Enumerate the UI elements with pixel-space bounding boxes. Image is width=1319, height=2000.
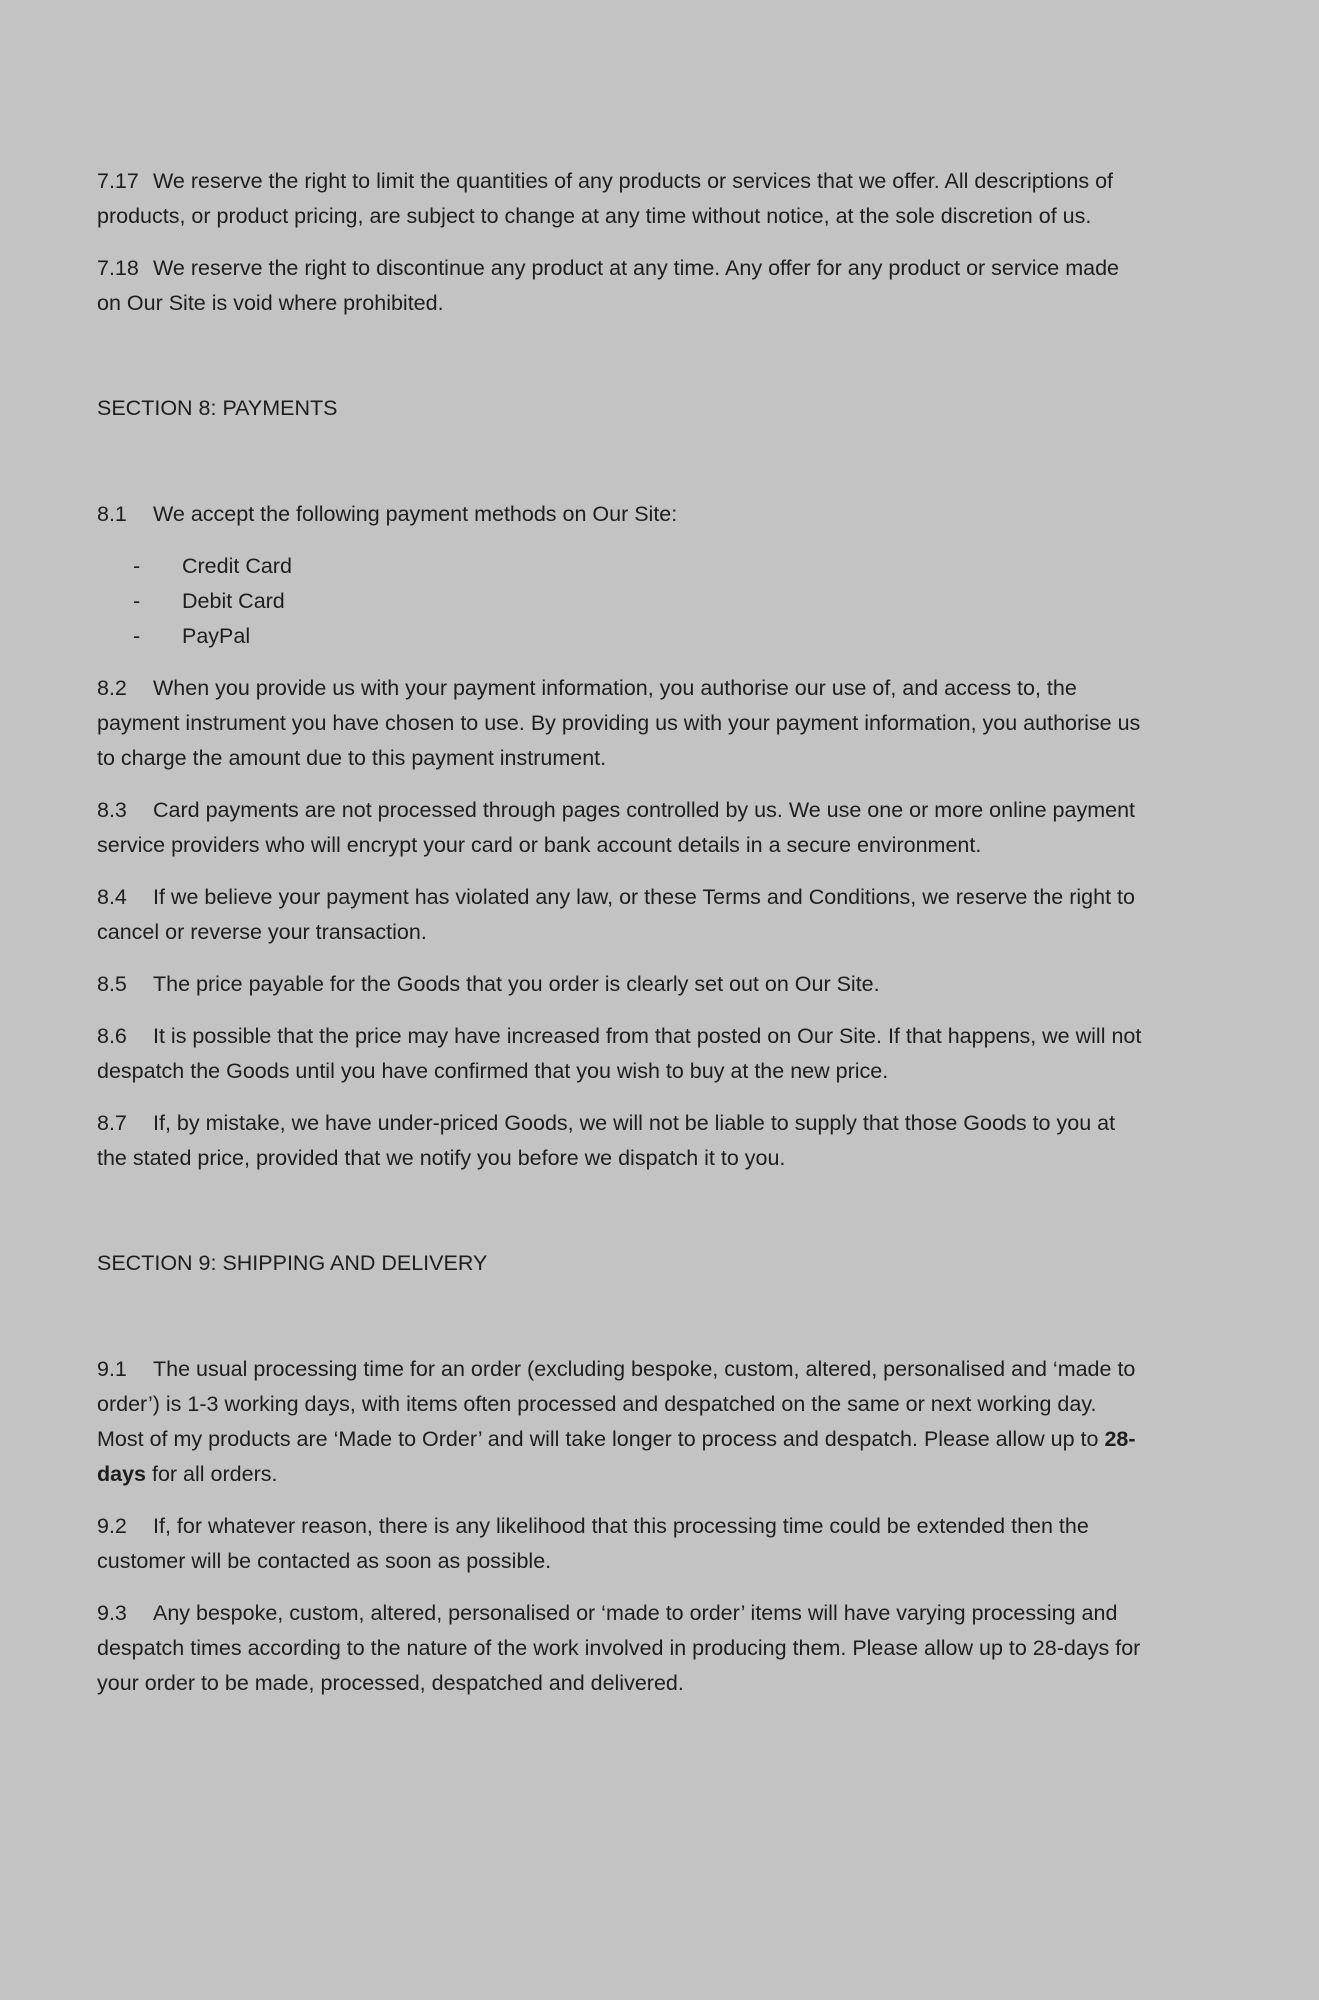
- payment-method-label: PayPal: [182, 624, 251, 648]
- clause-8-6: [97, 1019, 1145, 1089]
- clause-text: Any bespoke, custom, altered, personalised or ‘made to order’ items will have varying processing and despatch times according to the nature of the work involved in producing them. Please allow up to 28-days for your order to be made, processed, despatched and delivered.: [97, 1601, 1141, 1695]
- clause-text: If, by mistake, we have under-priced Goods, we will not be liable to supply that those Goods to you at the stated price, provided that we notify you before we dispatch it to you.: [97, 1111, 1116, 1170]
- clause-text: If, for whatever reason, there is any likelihood that this processing time could be extended then the customer will be contacted as soon as possible.: [97, 1514, 1089, 1573]
- clause-8-3: [97, 793, 1145, 863]
- clause-number: 8.4: [97, 885, 127, 909]
- clause-number: 8.3: [97, 798, 127, 822]
- payment-method-item: [133, 584, 1145, 619]
- clause-text-bold: 28-days: [97, 1427, 1136, 1486]
- clause-number: 9.1: [97, 1357, 127, 1381]
- clause-8-1: [97, 497, 1145, 532]
- clause-text: When you provide us with your payment information, you authorise our use of, and access to, the payment instrument you have chosen to use. By providing us with your payment information, you authorise us to charge the amount due to this payment instrument.: [97, 676, 1141, 770]
- clause-7-17: [97, 164, 1145, 234]
- list-dash-marker: -: [133, 589, 141, 613]
- clause-9-3: [97, 1596, 1145, 1701]
- payment-method-item: [133, 619, 1145, 654]
- clause-9-1: [97, 1352, 1145, 1492]
- clause-text-post: for all orders.: [146, 1462, 278, 1486]
- payment-methods-list: [97, 549, 1145, 654]
- clause-text: We reserve the right to discontinue any product at any time. Any offer for any product or service made on Our Site is void where prohibited.: [97, 256, 1120, 315]
- clause-text: If we believe your payment has violated any law, or these Terms and Conditions, we reserve the right to cancel or reverse your transaction.: [97, 885, 1135, 944]
- clause-8-5: [97, 967, 1145, 1002]
- clause-text: We reserve the right to limit the quantities of any products or services that we offer. All descriptions of products, or product pricing, are subject to change at any time without notice, at the sole discretion of us.: [97, 169, 1114, 228]
- payment-method-label: Debit Card: [182, 589, 285, 613]
- clause-number: 8.1: [97, 502, 127, 526]
- clause-number: 9.3: [97, 1601, 127, 1625]
- clause-text: Card payments are not processed through pages controlled by us. We use one or more online payment service providers who will encrypt your card or bank account details in a secure environment.: [97, 798, 1135, 857]
- clause-8-4: [97, 880, 1145, 950]
- clause-number: 7.17: [97, 169, 139, 193]
- clause-text-pre: The usual processing time for an order (excluding bespoke, custom, altered, personalised and ‘made to order’) is 1-3 working days, with items often processed and despatched on the same or next working day. Most of my products are ‘Made to Order’ and will take longer to process and despatch. Please allow up to: [97, 1357, 1136, 1451]
- clause-9-2: [97, 1509, 1145, 1579]
- clause-7-18: [97, 251, 1145, 321]
- section-9-heading: SECTION 9: SHIPPING AND DELIVERY: [97, 1251, 488, 1275]
- clause-number: 8.6: [97, 1024, 127, 1048]
- clause-8-2: [97, 671, 1145, 776]
- clause-number: 7.18: [97, 256, 139, 280]
- clause-text: It is possible that the price may have increased from that posted on Our Site. If that happens, we will not despatch the Goods until you have confirmed that you wish to buy at the new price.: [97, 1024, 1142, 1083]
- list-dash-marker: -: [133, 554, 141, 578]
- clause-text: We accept the following payment methods on Our Site:: [153, 502, 678, 526]
- clause-number: 8.5: [97, 972, 127, 996]
- clause-number: 8.2: [97, 676, 127, 700]
- clause-text: The price payable for the Goods that you order is clearly set out on Our Site.: [153, 972, 880, 996]
- list-dash-marker: -: [133, 624, 141, 648]
- payment-method-item: [133, 549, 1145, 584]
- clause-number: 8.7: [97, 1111, 127, 1135]
- clause-number: 9.2: [97, 1514, 127, 1538]
- payment-method-label: Credit Card: [182, 554, 292, 578]
- section-8-heading: SECTION 8: PAYMENTS: [97, 396, 338, 420]
- clause-8-7: [97, 1106, 1145, 1176]
